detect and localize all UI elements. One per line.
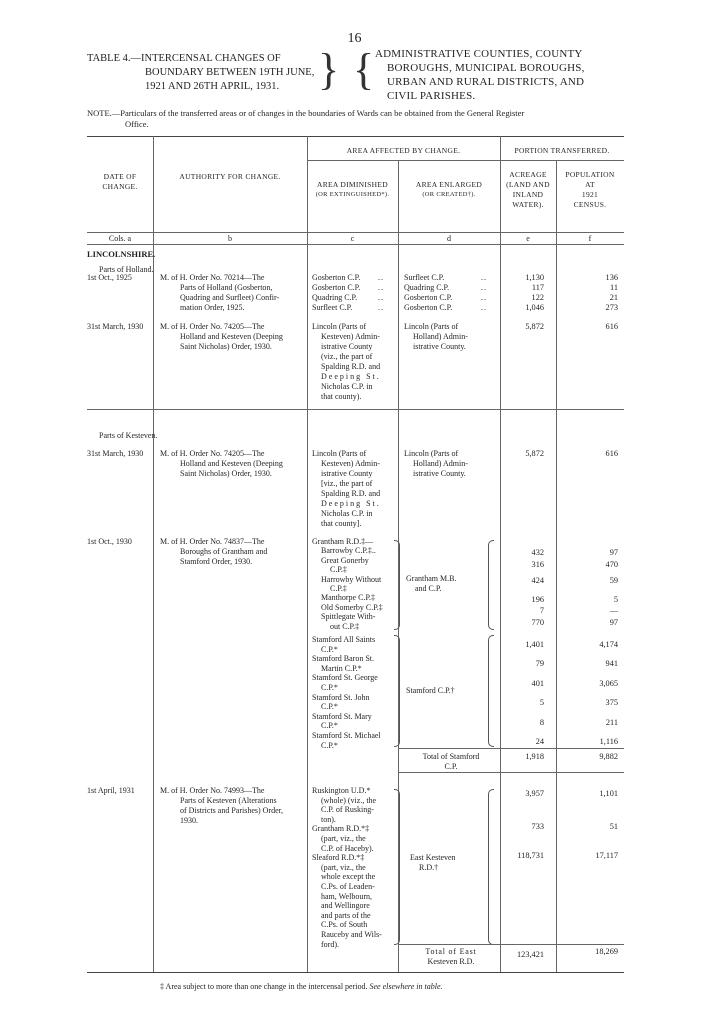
bracket	[488, 540, 494, 630]
right-brace: }	[318, 45, 340, 94]
holland-heading: Parts of Holland.	[99, 265, 154, 274]
note	[87, 108, 627, 130]
header-population	[556, 170, 624, 210]
authority-line: mation Order, 1925.	[180, 303, 245, 312]
holland-r2-diminished	[312, 322, 397, 402]
header-bottom-rule	[87, 232, 624, 233]
kesteven-r1-date: 31st March, 1930	[87, 449, 144, 458]
authority-line: Holland and Kesteven (Deeping	[180, 459, 283, 468]
diminished-line: Manthorpe C.P.‡	[321, 593, 375, 603]
acreage-value: 196	[531, 594, 544, 604]
header-acreage-line: WATER).	[512, 200, 544, 209]
col-label-b: b	[228, 234, 232, 243]
diminished-line: C.P. of Rusking-	[321, 805, 374, 815]
kesteven-r3-diminished	[312, 786, 397, 949]
holland-r2-authority	[160, 322, 305, 352]
diminished-line: Kesteven) Admin-	[321, 332, 380, 341]
table-subject-line: ADMINISTRATIVE COUNTIES, COUNTY	[375, 48, 583, 60]
kesteven-r2-date: 1st Oct., 1930	[87, 537, 132, 546]
holland-r1-diminished	[312, 273, 397, 313]
holland-r2-date: 31st March, 1930	[87, 322, 144, 331]
header-enlarged	[398, 180, 500, 200]
diminished-line: Grantham R.D.‡—	[312, 537, 374, 546]
kesteven-r3-acreage: 3,957	[525, 789, 544, 798]
authority-line: Quadring and Surfleet) Confir-	[180, 293, 280, 302]
table-subject	[375, 47, 625, 103]
header-area-affected: AREA AFFECTED BY CHANGE.	[346, 146, 461, 155]
population-value: 941	[605, 659, 618, 669]
acreage-value: 432	[531, 548, 544, 557]
diminished-line: Stamford St. John	[312, 692, 370, 702]
subtotal-rule	[398, 944, 624, 945]
acreage-value: 117	[531, 283, 544, 292]
diminished-line: Old Somerby C.P.‡	[321, 602, 383, 612]
bracket	[394, 789, 400, 945]
header-population-line: POPULATION	[565, 170, 615, 179]
authority-line: Parts of Kesteven (Alterations	[180, 796, 277, 805]
table-title	[87, 52, 327, 94]
diminished-line: (part, viz., the	[321, 862, 366, 872]
col-label-d: d	[447, 234, 451, 243]
header-diminished-line: (OR EXTINGUISHED*).	[315, 191, 390, 198]
total-label-line: C.P.	[444, 762, 458, 771]
population-value: —	[609, 606, 618, 615]
kesteven-r1-diminished	[312, 449, 397, 529]
diminished-line: ford).	[321, 939, 339, 949]
diminished-line: Grantham R.D.*‡	[312, 824, 370, 834]
enlarged-line: Lincoln (Parts of	[404, 449, 459, 458]
table-top-rule	[87, 136, 624, 137]
diminished-line: Harrowby Without	[321, 574, 382, 584]
table-title-line: 1921 AND 26TH APRIL, 1931.	[145, 81, 280, 92]
diminished-line: whole except the	[321, 872, 376, 882]
col-label-c: c	[350, 234, 355, 243]
enlarged-line: istrative County.	[413, 469, 466, 478]
acreage-value: 5	[539, 698, 544, 708]
kesteven-r3-population: 51	[609, 822, 618, 831]
acreage-value: 24	[535, 737, 544, 747]
stamford-total-acreage: 1,918	[525, 752, 544, 761]
population-value: 375	[605, 698, 618, 708]
acreage-value: 1,401	[525, 640, 544, 649]
kesteven-r3-acreage: 733	[531, 822, 544, 831]
authority-line: of Districts and Parishes) Order,	[180, 806, 283, 815]
holland-r1-population	[556, 273, 618, 313]
area-diminished: Gosberton C.P.	[312, 273, 361, 282]
acreage-value: 401	[531, 678, 544, 688]
header-diminished	[307, 180, 398, 200]
col-label-f: f	[588, 234, 592, 243]
subtotal-rule	[398, 748, 624, 749]
diminished-line: Stamford St. George	[312, 673, 378, 683]
enlarged-line: istrative County.	[413, 342, 466, 351]
table-subject-line: BOROUGHS, MUNICIPAL BOROUGHS,	[387, 62, 585, 74]
enlarged-line: Holland) Admin-	[413, 332, 468, 341]
header-acreage-line: ACREAGE	[509, 170, 547, 179]
diminished-line: C.P.‡	[330, 584, 347, 594]
header-enlarged-line: AREA ENLARGED	[415, 180, 483, 189]
header-authority: AUTHORITY FOR CHANGE.	[179, 172, 281, 181]
diminished-line: Nicholas C.P. in	[321, 382, 373, 391]
kesteven-r2-authority	[160, 537, 305, 567]
diminished-line: Rauceby and Wils-	[321, 929, 382, 939]
stamford-diminished-list	[312, 635, 397, 750]
diminished-line: C.P. of Haceby).	[321, 843, 374, 853]
population-value: 5	[613, 594, 618, 604]
diminished-line: Spittlegate With-	[321, 612, 376, 622]
bracket	[488, 635, 494, 747]
diminished-line: Great Gonerby	[321, 555, 369, 565]
authority-line: M. of H. Order No. 74205—The	[160, 322, 265, 331]
diminished-line: Deeping St.	[321, 499, 381, 508]
table-subject-line: CIVIL PARISHES.	[387, 90, 476, 102]
authority-line: M. of H. Order No. 70214—The	[160, 273, 265, 282]
kesteven-r3-population: 17,117	[595, 851, 618, 860]
population-value: 136	[605, 273, 618, 282]
authority-line: Parts of Holland (Gosberton,	[180, 283, 273, 292]
table-title-line: BOUNDARY BETWEEN 19TH JUNE,	[145, 67, 315, 78]
header-portion: PORTION TRANSFERRED.	[514, 146, 610, 155]
diminished-line: Martin C.P.*	[321, 663, 362, 673]
diminished-line: and parts of the	[321, 910, 371, 920]
diminished-line: Kesteven) Admin-	[321, 459, 380, 468]
enlarged-line: Holland) Admin-	[413, 459, 468, 468]
holland-r1-acreage	[500, 273, 544, 313]
diminished-line: Sleaford R.D.*‡	[312, 853, 365, 863]
diminished-line: Stamford St. Michael	[312, 730, 381, 740]
authority-line: Saint Nicholas) Order, 1930.	[180, 469, 272, 478]
holland-r2-enlarged	[404, 322, 496, 352]
grantham-acreage	[500, 547, 544, 628]
population-value: 470	[605, 559, 618, 569]
diminished-line: C.Ps. of Leaden-	[321, 881, 375, 891]
population-value: 59	[609, 576, 618, 585]
holland-r1-date: 1st Oct., 1925	[87, 273, 132, 282]
footnote-see: See elsewhere in table.	[369, 982, 443, 991]
col-label-rule	[87, 244, 624, 245]
page-number: 16	[347, 31, 362, 46]
population-value: 4,174	[599, 640, 618, 649]
enlarged-line: and C.P.	[415, 584, 442, 593]
diminished-line: C.P.*	[321, 740, 338, 750]
population-value: 97	[609, 617, 618, 627]
table-subject-line: URBAN AND RURAL DISTRICTS, AND	[387, 76, 585, 88]
holland-r2-acreage: 5,872	[525, 322, 544, 331]
population-value: 21	[609, 293, 618, 302]
area-enlarged: Gosberton C.P.	[404, 293, 453, 302]
diminished-line: C.P.*	[321, 702, 338, 712]
stamford-total-population: 9,882	[599, 752, 618, 761]
leader-dots: .. .. .. ..	[481, 273, 487, 312]
east-kesteven-total-label	[404, 947, 498, 967]
diminished-line: (whole) (viz., the	[321, 795, 377, 805]
area-diminished: Surfleet C.P.	[312, 303, 353, 312]
diminished-line: istrative County	[321, 342, 373, 351]
population-value: 211	[605, 717, 618, 727]
east-kesteven-enlarged	[410, 853, 488, 873]
stamford-acreage	[500, 635, 544, 751]
acreage-value: 316	[531, 559, 544, 569]
header-population-line: 1921	[581, 190, 599, 199]
authority-line: Boroughs of Grantham and	[180, 547, 268, 556]
kesteven-r3-date: 1st April, 1931	[87, 786, 135, 795]
leader-dots: .. .. .. ..	[378, 273, 384, 312]
diminished-line: ton).	[321, 814, 336, 824]
county-heading: LINCOLNSHIRE.	[87, 249, 156, 259]
acreage-value: 424	[531, 576, 544, 585]
kesteven-r3-authority	[160, 786, 305, 826]
header-enlarged-line: (OR CREATED†).	[422, 191, 476, 198]
total-label-line: Total of Stamford	[422, 752, 480, 761]
authority-line: M. of H. Order No. 74205—The	[160, 449, 265, 458]
stamford-total-label	[404, 752, 498, 772]
note-line: NOTE.—Particulars of the transferred areas or of changes in the boundaries of Wards can be obtained from the General Register	[87, 108, 525, 118]
header-date: DATE OF CHANGE.	[102, 172, 138, 191]
authority-line: 1930.	[180, 816, 198, 825]
header-acreage-line: (LAND AND	[506, 180, 550, 189]
enlarged-line: Lincoln (Parts of	[404, 322, 459, 331]
diminished-line: that county).	[321, 392, 362, 401]
total-label-line: Total of East	[425, 947, 477, 956]
area-diminished: Gosberton C.P.	[312, 283, 361, 292]
header-population-line: CENSUS.	[573, 200, 607, 209]
population-value: 1,116	[599, 737, 618, 747]
diminished-line: (part, viz., the	[321, 833, 366, 843]
enlarged-line: East Kesteven	[410, 853, 456, 862]
holland-r2-population: 616	[605, 322, 618, 331]
diminished-line: out C.P.‡	[330, 621, 360, 631]
population-value: 273	[605, 303, 618, 312]
diminished-line: Spalding R.D. and	[321, 489, 381, 498]
header-diminished-line: AREA DIMINISHED	[317, 180, 388, 189]
authority-line: M. of H. Order No. 74837—The	[160, 537, 265, 546]
kesteven-r1-acreage: 5,872	[525, 449, 544, 458]
authority-line: M. of H. Order No. 74993—The	[160, 786, 265, 795]
acreage-value: 8	[539, 717, 544, 727]
population-value: 97	[609, 548, 618, 557]
col-label-e: e	[526, 234, 530, 243]
subtotal-rule	[398, 772, 624, 773]
left-brace: {	[353, 45, 375, 94]
grantham-enlarged	[406, 574, 486, 594]
diminished-line: Stamford Baron St.	[312, 654, 374, 664]
bracket	[394, 635, 400, 747]
total-label-line: Kesteven R.D.	[427, 957, 475, 966]
table-bottom-rule	[87, 972, 624, 973]
kesteven-r3-acreage: 118,731	[517, 851, 544, 860]
kesteven-r1-authority	[160, 449, 305, 479]
population-value: 11	[610, 283, 618, 292]
header-acreage-line: INLAND	[512, 190, 544, 199]
diminished-line: Lincoln (Parts of	[312, 322, 367, 331]
stamford-enlarged: Stamford C.P.†	[406, 686, 455, 695]
diminished-line: Lincoln (Parts of	[312, 449, 367, 458]
acreage-value: 7	[539, 606, 544, 615]
east-kesteven-total-population: 18,269	[595, 947, 618, 956]
authority-line: Saint Nicholas) Order, 1930.	[180, 342, 272, 351]
stamford-population	[556, 635, 618, 751]
acreage-value: 1,130	[525, 273, 544, 282]
diminished-line: and Wellingore	[321, 901, 370, 911]
kesteven-r1-enlarged	[404, 449, 496, 479]
diminished-line: C.Ps. of South	[321, 920, 368, 930]
diminished-line: ham, Welbourn,	[321, 891, 372, 901]
diminished-line: C.P.*	[321, 682, 338, 692]
enlarged-line: R.D.†	[419, 863, 439, 872]
diminished-line: istrative County	[321, 469, 373, 478]
kesteven-r3-population: 1,101	[599, 789, 618, 798]
grantham-diminished-list	[312, 537, 397, 631]
acreage-value: 79	[535, 659, 544, 669]
diminished-line: that county].	[321, 519, 362, 528]
table-title-line: TABLE 4.—INTERCENSAL CHANGES OF	[87, 53, 281, 64]
bracket	[488, 789, 494, 945]
header-rule	[307, 160, 624, 161]
header-population-line: AT	[585, 180, 595, 189]
diminished-line: C.P.*	[321, 644, 338, 654]
diminished-line: C.P.‡	[330, 565, 347, 575]
enlarged-line: Grantham M.B.	[406, 574, 457, 583]
diminished-line: Spalding R.D. and	[321, 362, 381, 371]
diminished-line: Deeping St.	[321, 372, 381, 381]
east-kesteven-total-acreage: 123,421	[517, 950, 544, 959]
column-rule	[307, 136, 308, 972]
footnote-text: ‡ Area subject to more than one change in the intercensal period.	[160, 982, 368, 991]
footnote	[160, 982, 443, 991]
col-label-a: Cols. a	[108, 234, 132, 243]
acreage-value: 1,046	[525, 303, 544, 312]
diminished-line: Barrowby C.P.‡..	[321, 546, 376, 556]
area-enlarged: Quadring C.P.	[404, 283, 450, 292]
note-line: Office.	[125, 119, 149, 129]
column-rule	[153, 136, 154, 972]
kesteven-heading: Parts of Kesteven.	[99, 431, 158, 440]
area-enlarged: Gosberton C.P.	[404, 303, 453, 312]
section-divider	[87, 409, 624, 410]
diminished-line: Stamford All Saints	[312, 635, 376, 644]
authority-line: Holland and Kesteven (Deeping	[180, 332, 283, 341]
acreage-value: 770	[531, 617, 544, 627]
population-value: 3,065	[599, 678, 618, 688]
diminished-line: Stamford St. Mary	[312, 711, 372, 721]
holland-r1-authority	[160, 273, 305, 313]
kesteven-r1-population: 616	[605, 449, 618, 458]
diminished-line: C.P.*	[321, 721, 338, 731]
authority-line: Stamford Order, 1930.	[180, 557, 253, 566]
area-diminished: Quadring C.P.	[312, 293, 358, 302]
diminished-line: Nicholas C.P. in	[321, 509, 373, 518]
area-enlarged: Surfleet C.P.	[404, 273, 445, 282]
diminished-line: (viz., the part of	[321, 352, 373, 361]
bracket	[394, 540, 400, 630]
grantham-population	[556, 547, 618, 628]
header-acreage	[500, 170, 556, 210]
diminished-line: Ruskington U.D.*	[312, 786, 371, 795]
acreage-value: 122	[531, 293, 544, 302]
diminished-line: [viz., the part of	[321, 479, 373, 488]
